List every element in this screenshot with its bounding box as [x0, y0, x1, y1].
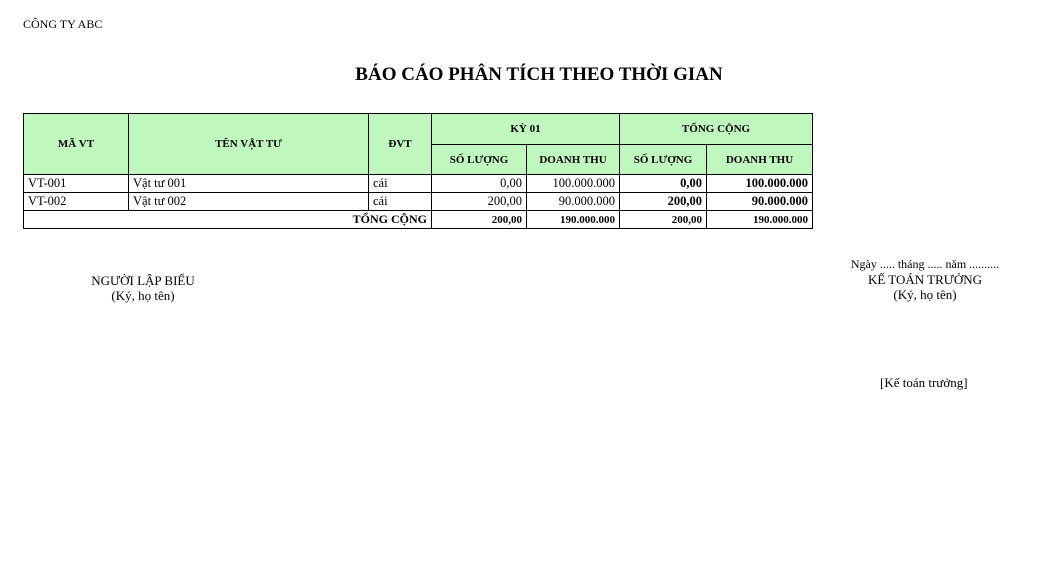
report-table — [23, 113, 813, 229]
totals-total-revenue: 190.000.000 — [707, 211, 813, 229]
totals-row — [24, 211, 813, 229]
company-name: CÔNG TY ABC — [23, 17, 103, 31]
totals-period-qty: 200,00 — [432, 211, 527, 229]
totals-label: TỔNG CỘNG — [24, 211, 432, 229]
cell-total-revenue: 90.000.000 — [707, 193, 813, 211]
totals-period-revenue: 190.000.000 — [527, 211, 620, 229]
cell-total-qty: 200,00 — [620, 193, 707, 211]
header-total-revenue: DOANH THU — [707, 145, 813, 175]
cell-name: Vật tư 002 — [129, 193, 369, 211]
header-period: KỲ 01 — [432, 114, 620, 145]
header-total: TỔNG CỘNG — [620, 114, 813, 145]
cell-period-qty: 200,00 — [432, 193, 527, 211]
cell-period-qty: 0,00 — [432, 175, 527, 193]
header-code: MÃ VT — [24, 114, 129, 175]
header-unit: ĐVT — [369, 114, 432, 175]
cell-unit: cái — [369, 175, 432, 193]
table-row — [24, 175, 813, 193]
chief-accountant-title: KẾ TOÁN TRƯỞNG — [867, 272, 983, 287]
chief-accountant-name: [Kế toán trưởng] — [880, 375, 968, 390]
cell-total-qty: 0,00 — [620, 175, 707, 193]
chief-accountant-note: (Ký, họ tên) — [893, 287, 957, 302]
totals-total-qty: 200,00 — [620, 211, 707, 229]
cell-code: VT-001 — [24, 175, 129, 193]
header-name: TÊN VẬT TƯ — [129, 114, 369, 175]
cell-name: Vật tư 001 — [129, 175, 369, 193]
header-row — [24, 114, 813, 145]
table-row — [24, 193, 813, 211]
cell-period-revenue: 90.000.000 — [527, 193, 620, 211]
cell-period-revenue: 100.000.000 — [527, 175, 620, 193]
date-line: Ngày ..... tháng ..... năm .......... — [850, 257, 1000, 271]
chief-accountant-signature-block — [825, 257, 1025, 302]
header-period-revenue: DOANH THU — [527, 145, 620, 175]
header-total-qty: SỐ LƯỢNG — [620, 145, 707, 175]
header-period-qty: SỐ LƯỢNG — [432, 145, 527, 175]
report-title: BÁO CÁO PHÂN TÍCH THEO THỜI GIAN — [355, 64, 723, 85]
cell-unit: cái — [369, 193, 432, 211]
preparer-title: NGƯỜI LẬP BIỂU — [91, 273, 195, 288]
preparer-signature-block — [43, 273, 243, 303]
preparer-note: (Ký, họ tên) — [111, 288, 175, 303]
cell-total-revenue: 100.000.000 — [707, 175, 813, 193]
cell-code: VT-002 — [24, 193, 129, 211]
